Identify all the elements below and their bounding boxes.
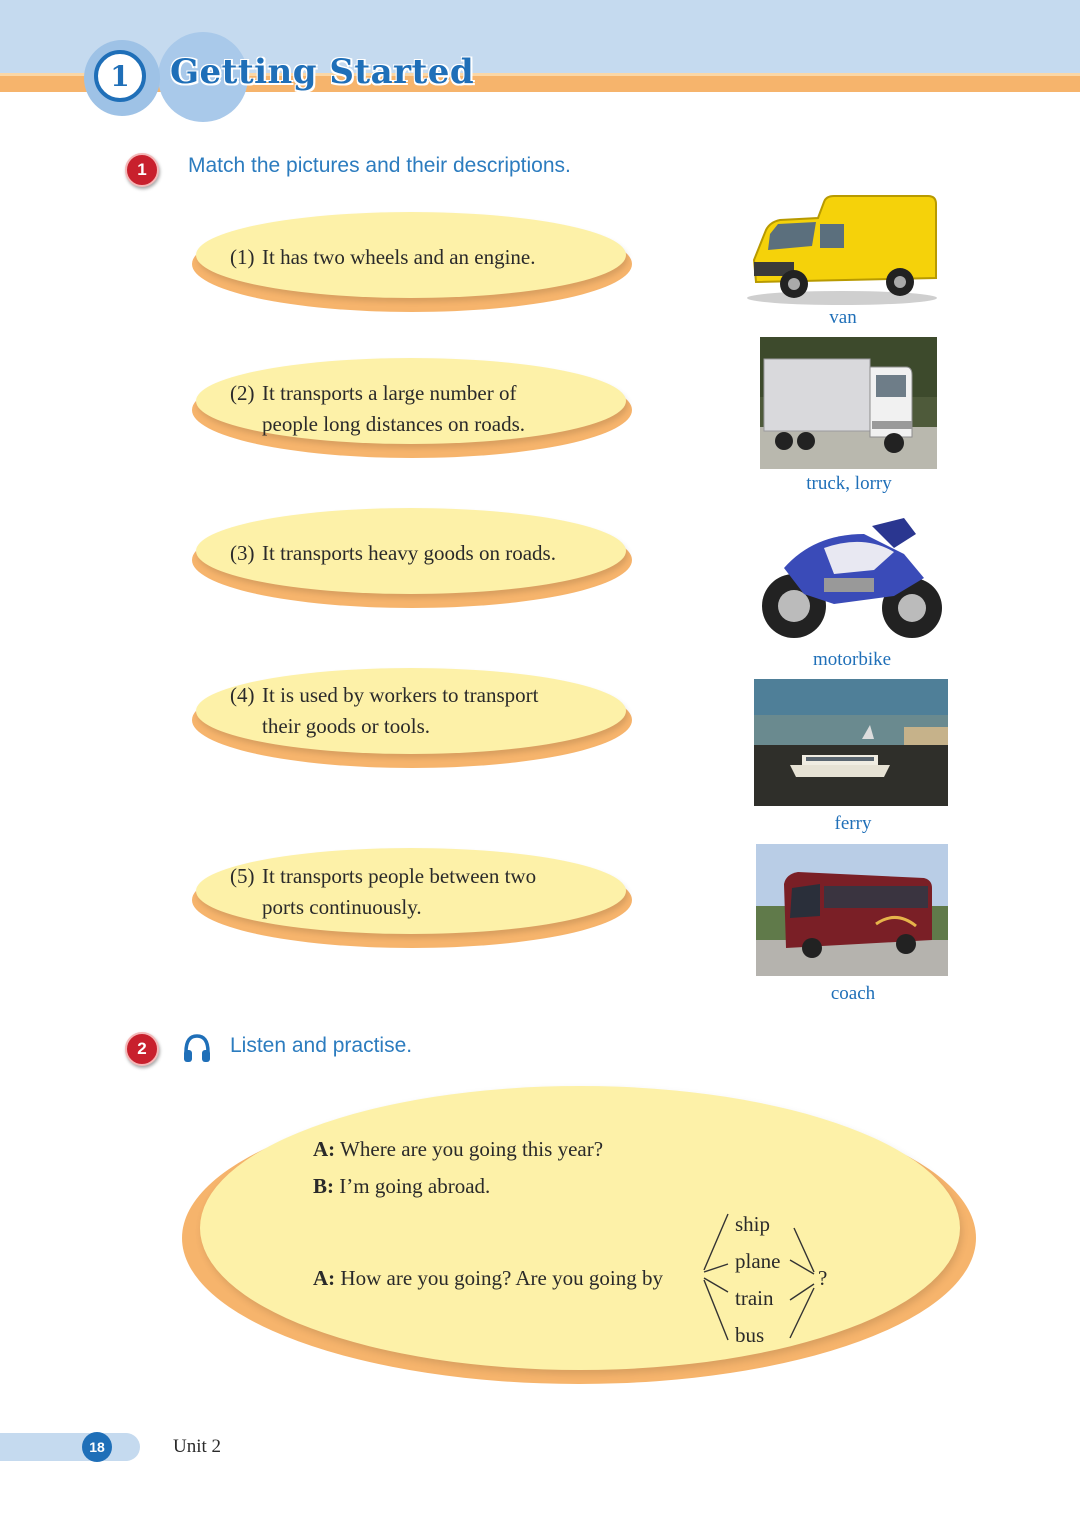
description-text: It transports people between two xyxy=(262,864,537,888)
truck-image xyxy=(760,337,937,469)
description-text: It has two wheels and an engine. xyxy=(262,245,536,269)
section-title: Getting Started xyxy=(170,52,475,92)
dialog-text: I’m going abroad. xyxy=(339,1174,491,1198)
dialog-line xyxy=(313,1266,663,1291)
dialog-line xyxy=(313,1137,603,1162)
speaker-label: A: xyxy=(313,1266,336,1290)
ferry-image xyxy=(754,679,948,806)
footer-tab xyxy=(0,1433,140,1461)
description-text: It transports a large number of xyxy=(262,381,517,405)
motorbike-image xyxy=(754,504,946,648)
van-image xyxy=(732,190,946,310)
transport-option: plane xyxy=(735,1249,781,1273)
question-mark: ? xyxy=(818,1266,828,1290)
speaker-label: A: xyxy=(313,1137,336,1161)
task-2-number: 2 xyxy=(125,1032,159,1066)
picture-caption: van xyxy=(829,307,857,328)
transport-option: bus xyxy=(735,1323,765,1347)
task-1-instruction: Match the pictures and their descriptions. xyxy=(188,154,571,177)
description-text: It transports heavy goods on roads. xyxy=(262,541,556,565)
description-number: (2) xyxy=(230,381,255,405)
transport-option: train xyxy=(735,1286,774,1310)
description-number: (4) xyxy=(230,683,255,707)
task-1-number: 1 xyxy=(125,153,159,187)
description-number: (5) xyxy=(230,864,255,888)
section-number-badge: 1 xyxy=(94,50,146,102)
unit-label: Unit 2 xyxy=(173,1436,222,1457)
dialog-bubble xyxy=(200,1086,960,1370)
picture-caption: truck, lorry xyxy=(806,473,892,494)
description-text: It is used by workers to transport xyxy=(262,683,539,707)
task-2-instruction: Listen and practise. xyxy=(230,1034,413,1057)
headphones-icon xyxy=(182,1032,212,1064)
page-number: 18 xyxy=(82,1432,112,1462)
description-number: (3) xyxy=(230,541,255,565)
description-text-line2: people long distances on roads. xyxy=(262,412,526,436)
picture-caption: motorbike xyxy=(812,649,892,670)
description-number: (1) xyxy=(230,245,255,269)
picture-caption: ferry xyxy=(834,813,872,834)
description-text-line2: ports continuously. xyxy=(262,895,422,919)
dialog-text: How are you going? Are you going by xyxy=(340,1266,663,1290)
dialog-text: Where are you going this year? xyxy=(340,1137,604,1161)
coach-image xyxy=(756,844,948,976)
speaker-label: B: xyxy=(313,1174,334,1198)
transport-option: ship xyxy=(735,1212,771,1236)
dialog-line xyxy=(313,1174,490,1199)
description-text-line2: their goods or tools. xyxy=(262,714,430,738)
picture-caption: coach xyxy=(830,983,876,1004)
